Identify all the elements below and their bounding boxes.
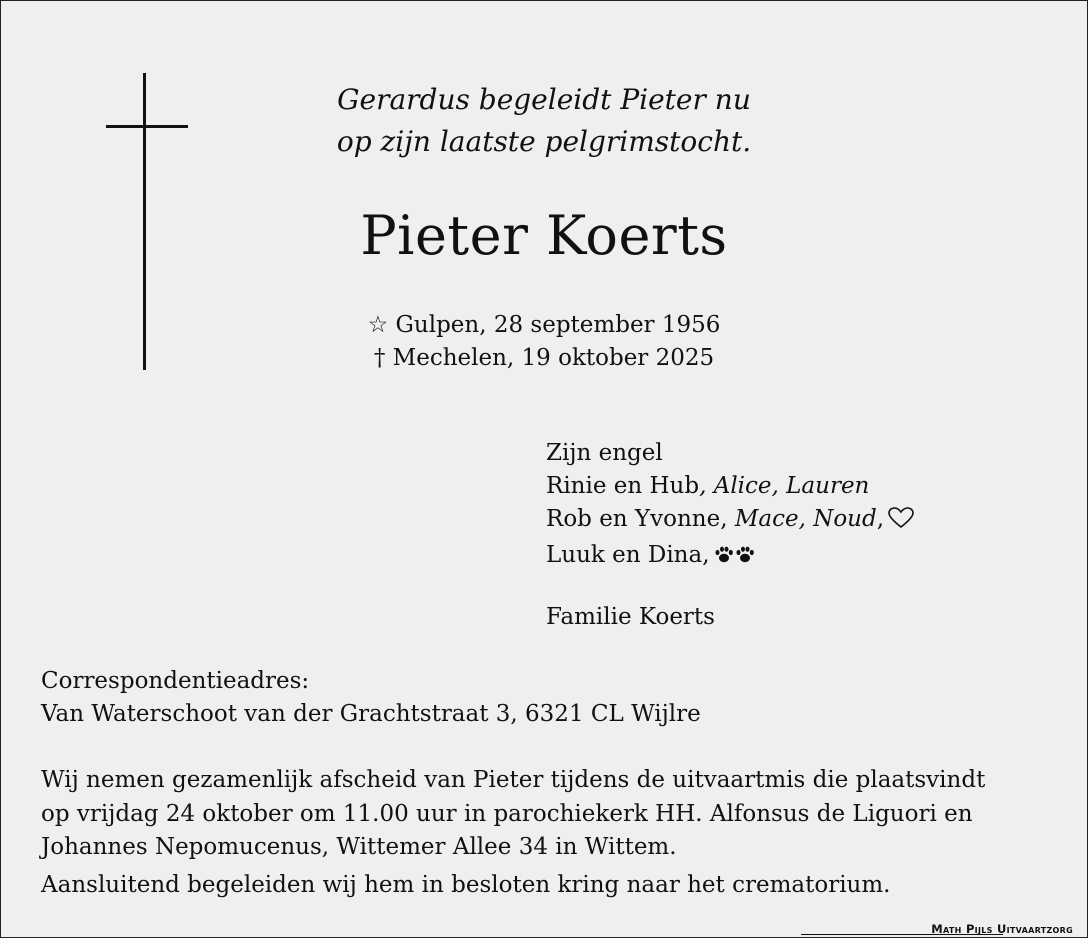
- correspondence: [41, 665, 1051, 731]
- paws-icon: [714, 541, 756, 574]
- birth-text: Gulpen, 28 september 1956: [395, 312, 721, 338]
- grandchildren-names: Mace, Noud: [734, 506, 877, 532]
- comma: ,: [876, 506, 885, 532]
- motto-line-1: Gerardus begeleidt Pieter nu: [337, 83, 751, 116]
- life-dates: [241, 309, 847, 375]
- star-icon: ☆: [367, 312, 389, 338]
- family-names: Rob en Yvonne,: [546, 506, 735, 532]
- correspondence-label: Correspondentieadres:: [41, 668, 310, 694]
- grandchildren-names: , Alice, Lauren: [699, 473, 870, 499]
- family-line-4: [546, 539, 1066, 574]
- motto-line-2: op zijn laatste pelgrimstocht.: [336, 125, 752, 158]
- funeral-home-credit: Math Pijls Uitvaartzorg: [931, 922, 1073, 936]
- family-list: [546, 437, 1066, 634]
- family-line-1: Zijn engel: [546, 440, 663, 466]
- service-line-3: Johannes Nepomucenus, Wittemer Allee 34 in Wittem.: [41, 834, 677, 860]
- deceased-name: Pieter Koerts: [360, 204, 728, 267]
- birth-line: [241, 309, 847, 342]
- correspondence-address: Van Waterschoot van der Grachtstraat 3, 6321 CL Wijlre: [41, 701, 701, 727]
- dagger-icon: †: [373, 345, 386, 371]
- cross-icon-bar: [106, 125, 188, 128]
- family-names: Rinie en Hub: [546, 473, 700, 499]
- cross-icon: [143, 73, 146, 370]
- motto: [241, 79, 847, 163]
- service-info: [41, 764, 1051, 865]
- death-line: [241, 342, 847, 375]
- family-line-3: [546, 503, 1066, 539]
- family-names: Luuk en Dina,: [546, 542, 710, 568]
- service-line-2: op vrijdag 24 oktober om 11.00 uur in parochiekerk HH. Alfonsus de Liguori en: [41, 800, 973, 827]
- death-text: Mechelen, 19 oktober 2025: [392, 345, 715, 371]
- closing-line: Aansluitend begeleiden wij hem in besloten kring naar het crematorium.: [41, 872, 891, 898]
- family-line-2: [546, 470, 1066, 503]
- family-surname: Familie Koerts: [546, 604, 715, 630]
- service-line-1: Wij nemen gezamenlijk afscheid van Pieter tijdens de uitvaartmis die plaatsvindt: [41, 767, 986, 793]
- heart-icon: [888, 506, 914, 539]
